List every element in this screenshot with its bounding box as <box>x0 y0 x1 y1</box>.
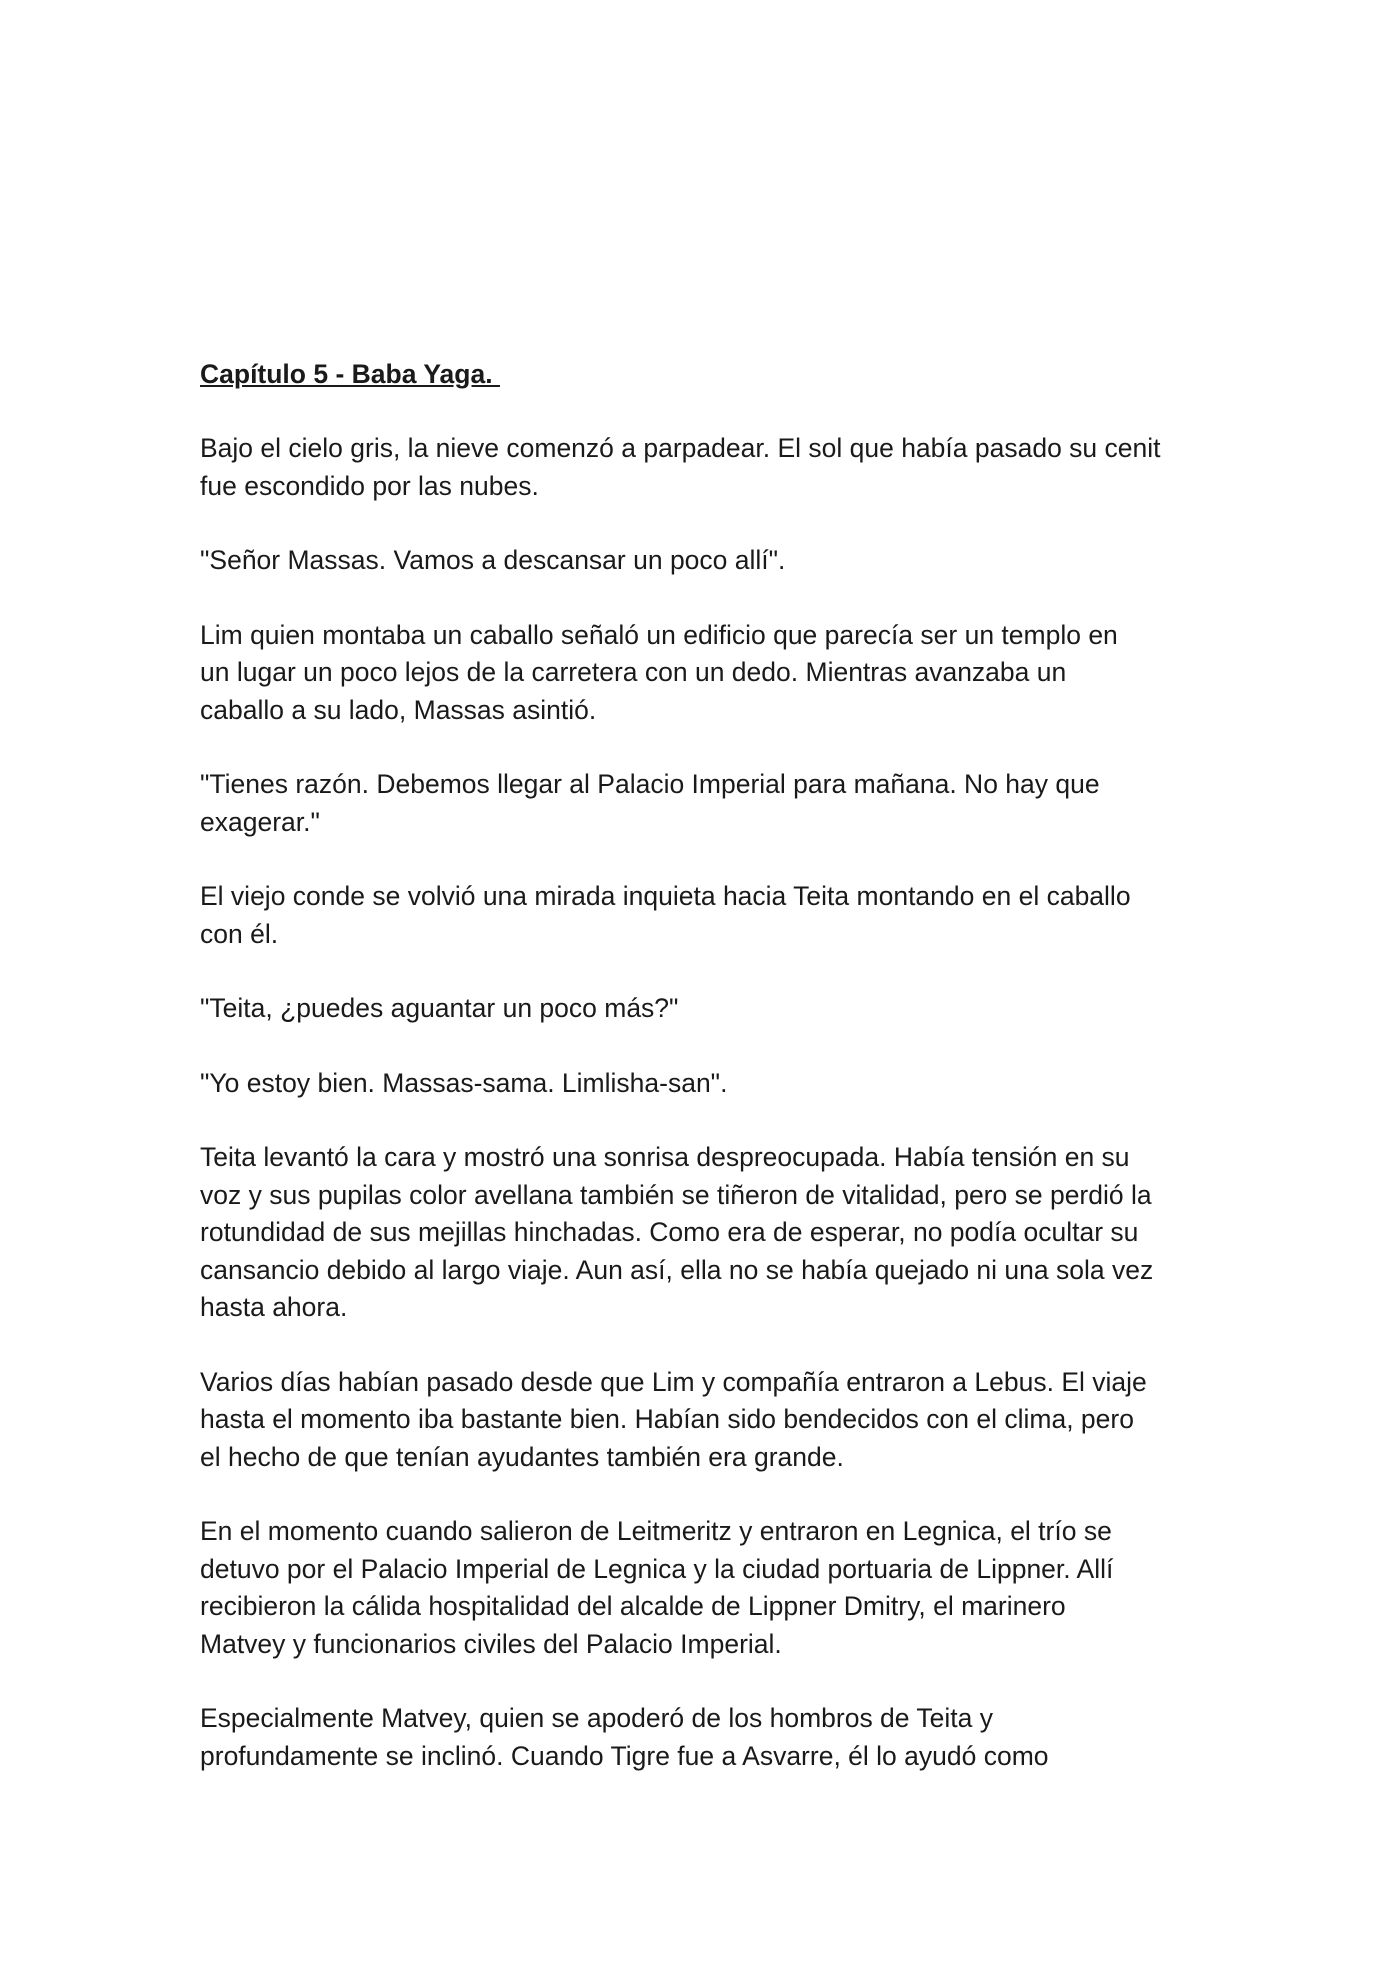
paragraph <box>200 1139 1210 1327</box>
paragraph <box>200 766 1210 841</box>
text-line: exagerar." <box>200 806 320 837</box>
text-line: Especialmente Matvey, quien se apoderó de los hombros de Teita y <box>200 1703 994 1733</box>
paragraph <box>200 1700 1210 1775</box>
text-line: hasta ahora. <box>200 1292 348 1322</box>
text-line: "Tienes razón. Debemos llegar al Palacio Imperial para mañana. No hay que <box>200 769 1100 799</box>
paragraph <box>200 430 1210 505</box>
paragraph <box>200 990 1210 1028</box>
paragraph <box>200 1065 1210 1103</box>
text-line: Lim quien montaba un caballo señaló un edificio que parecía ser un templo en <box>200 619 1118 650</box>
text-line: profundamente se inclinó. Cuando Tigre fue a Asvarre, él lo ayudó como <box>200 1740 1049 1771</box>
text-line: "Teita, ¿puedes aguantar un poco más?" <box>200 993 679 1023</box>
text-line: Bajo el cielo gris, la nieve comenzó a parpadear. El sol que había pasado su cenit <box>200 433 1161 463</box>
text-line: un lugar un poco lejos de la carretera con un dedo. Mientras avanzaba un <box>200 657 1067 687</box>
text-line: En el momento cuando salieron de Leitmeritz y entraron en Legnica, el trío se <box>200 1516 1112 1546</box>
paragraph <box>200 1513 1210 1663</box>
text-line: rotundidad de sus mejillas hinchadas. Como era de esperar, no podía ocultar su <box>200 1217 1139 1247</box>
paragraph <box>200 617 1210 730</box>
text-line: el hecho de que tenían ayudantes también era grande. <box>200 1441 844 1472</box>
paragraph <box>200 1364 1210 1477</box>
chapter-title: Capítulo 5 - Baba Yaga. <box>200 359 500 389</box>
text-line: Varios días habían pasado desde que Lim y compañía entraron a Lebus. El viaje <box>200 1366 1147 1397</box>
paragraph <box>200 878 1210 953</box>
text-line: fue escondido por las nubes. <box>200 470 539 501</box>
text-line: recibieron la cálida hospitalidad del alcalde de Lippner Dmitry, el marinero <box>200 1591 1066 1621</box>
text-line: "Señor Massas. Vamos a descansar un poco allí". <box>200 545 786 575</box>
text-line: caballo a su lado, Massas asintió. <box>200 694 597 725</box>
document-body <box>200 430 1210 1775</box>
text-line: detuvo por el Palacio Imperial de Legnica y la ciudad portuaria de Lippner. Allí <box>200 1553 1114 1584</box>
text-line: hasta el momento iba bastante bien. Habían sido bendecidos con el clima, pero <box>200 1404 1134 1434</box>
document-page <box>200 355 1210 1812</box>
text-line: "Yo estoy bien. Massas-sama. Limlisha-san". <box>200 1067 728 1098</box>
text-line: Matvey y funcionarios civiles del Palacio Imperial. <box>200 1628 782 1659</box>
text-line: con él. <box>200 918 279 949</box>
text-line: Teita levantó la cara y mostró una sonrisa despreocupada. Había tensión en su <box>200 1142 1130 1172</box>
paragraph <box>200 542 1210 580</box>
text-line: cansancio debido al largo viaje. Aun así, ella no se había quejado ni una sola vez <box>200 1254 1154 1285</box>
text-line: voz y sus pupilas color avellana también se tiñeron de vitalidad, pero se perdió la <box>200 1179 1152 1210</box>
text-line: El viejo conde se volvió una mirada inquieta hacia Teita montando en el caballo <box>200 881 1131 911</box>
